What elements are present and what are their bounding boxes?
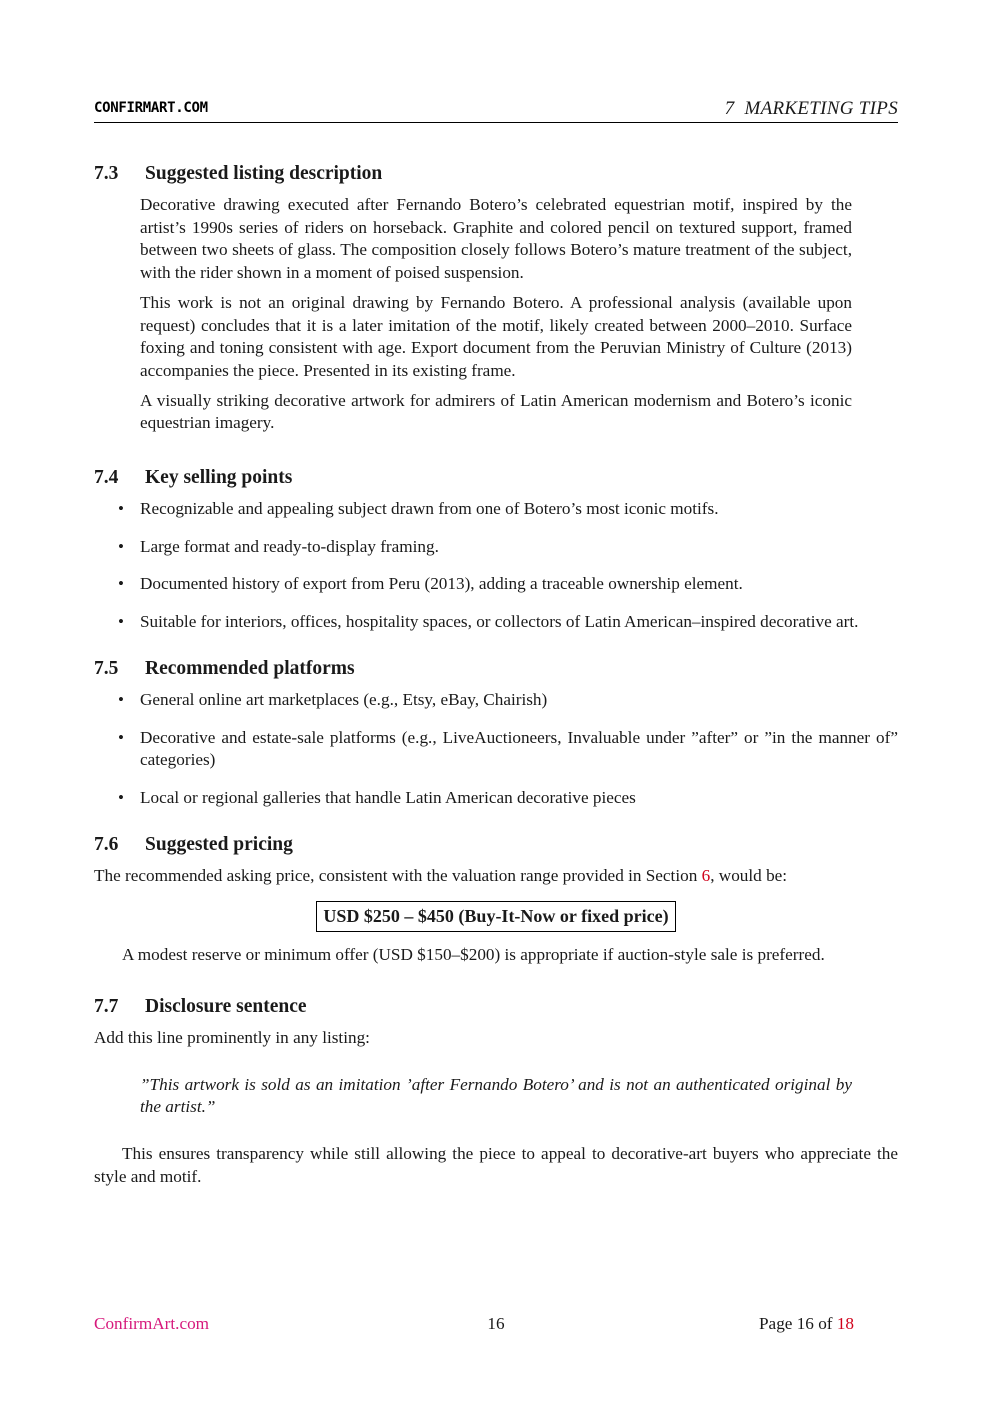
- section-heading-7-7: [94, 993, 898, 1021]
- section-title: Suggested listing description: [145, 163, 383, 184]
- price-box-wrap: [94, 901, 898, 932]
- page-content: [94, 160, 898, 1189]
- reserve-note: A modest reserve or minimum offer (USD $150–$200) is appropriate if auction-style sale is preferred.: [122, 945, 825, 965]
- price-box: USD $250 – $450 (Buy-It-Now or fixed price): [316, 901, 675, 932]
- page-footer: [94, 1314, 854, 1338]
- section-heading-7-4: [94, 464, 898, 492]
- list-item: • Recognizable and appealing subject drawn from one of Botero’s most iconic motifs.: [94, 498, 898, 521]
- footer-site-link[interactable]: ConfirmArt.com: [94, 1314, 210, 1333]
- list-item: • Suitable for interiors, offices, hospitality spaces, or collectors of Latin American–inspired decorative art.: [94, 611, 898, 634]
- platforms-list: [94, 689, 898, 810]
- section-number: 7.6: [94, 833, 119, 855]
- section-heading-7-5: [94, 655, 898, 683]
- description-paragraph: A visually striking decorative artwork for admirers of Latin American modernism and Botero’s iconic equestrian imagery.: [140, 390, 852, 433]
- page-count-label: Page 16 of: [759, 1314, 837, 1333]
- section-number: 7.4: [94, 467, 119, 489]
- confirmart-logo: CONFIRMART.COM: [94, 100, 208, 116]
- section-title: Suggested pricing: [145, 833, 293, 855]
- list-item: • Large format and ready-to-display framing.: [94, 536, 898, 559]
- list-item: • Decorative and estate-sale platforms (e.g., LiveAuctioneers, Invaluable under ”after” or ”in the manner of” categories): [94, 727, 898, 772]
- selling-points-list: [94, 498, 898, 634]
- section-heading-7-3: [94, 160, 898, 188]
- disclosure-intro: Add this line prominently in any listing:: [94, 1028, 370, 1048]
- section-number: 7.5: [94, 657, 119, 679]
- section-heading-7-6: [94, 831, 898, 859]
- pricing-intro-text: The recommended asking price, consistent with the valuation range provided in Section: [94, 865, 702, 885]
- footer-page-number: 16: [487, 1314, 505, 1333]
- running-section-number: 7: [724, 98, 735, 119]
- running-header: [94, 98, 898, 123]
- section-number: 7.3: [94, 163, 119, 184]
- running-section-title: [725, 98, 898, 120]
- disclosure-followup: This ensures transparency while still allowing the piece to appeal to decorative-art buyers who appreciate the style and motif.: [94, 1144, 898, 1186]
- total-pages-link[interactable]: 18: [836, 1314, 854, 1333]
- section-title: Key selling points: [145, 467, 293, 489]
- section-reference-link[interactable]: 6: [701, 865, 711, 885]
- list-item: • Documented history of export from Peru (2013), adding a traceable ownership element.: [94, 573, 898, 596]
- description-paragraph: Decorative drawing executed after Fernando Botero’s celebrated equestrian motif, inspired by the artist’s 1990s series of riders on horseback. Graphite and colored pencil on textured support, framed between two sheets of glass. The composition closely follows Botero’s mature treatment of the subject, with the rider shown in a moment of poised suspension.: [140, 195, 852, 283]
- listing-description: [140, 194, 852, 435]
- list-item: • Local or regional galleries that handle Latin American decorative pieces: [94, 787, 898, 810]
- section-title: Disclosure sentence: [145, 996, 307, 1018]
- section-number: 7.7: [94, 996, 119, 1018]
- pricing-intro: [94, 865, 898, 888]
- pricing-intro-text-end: , would be:: [710, 865, 788, 885]
- list-item: • General online art marketplaces (e.g., Etsy, eBay, Chairish): [94, 689, 898, 712]
- section-title: Recommended platforms: [145, 657, 355, 679]
- running-section-label: MARKETING TIPS: [744, 98, 898, 119]
- disclosure-quote: ”This artwork is sold as an imitation ’after Fernando Botero’ and is not an authenticated original by the artist.”: [140, 1074, 852, 1117]
- description-paragraph: This work is not an original drawing by Fernando Botero. A professional analysis (available upon request) concludes that it is a later imitation of the motif, likely created between 2000–2010. Surface foxing and toning consistent with age. Export document from the Peruvian Ministry of Culture (2013) accompanies the piece. Presented in its existing frame.: [140, 292, 852, 380]
- footer-page-count: [759, 1314, 854, 1334]
